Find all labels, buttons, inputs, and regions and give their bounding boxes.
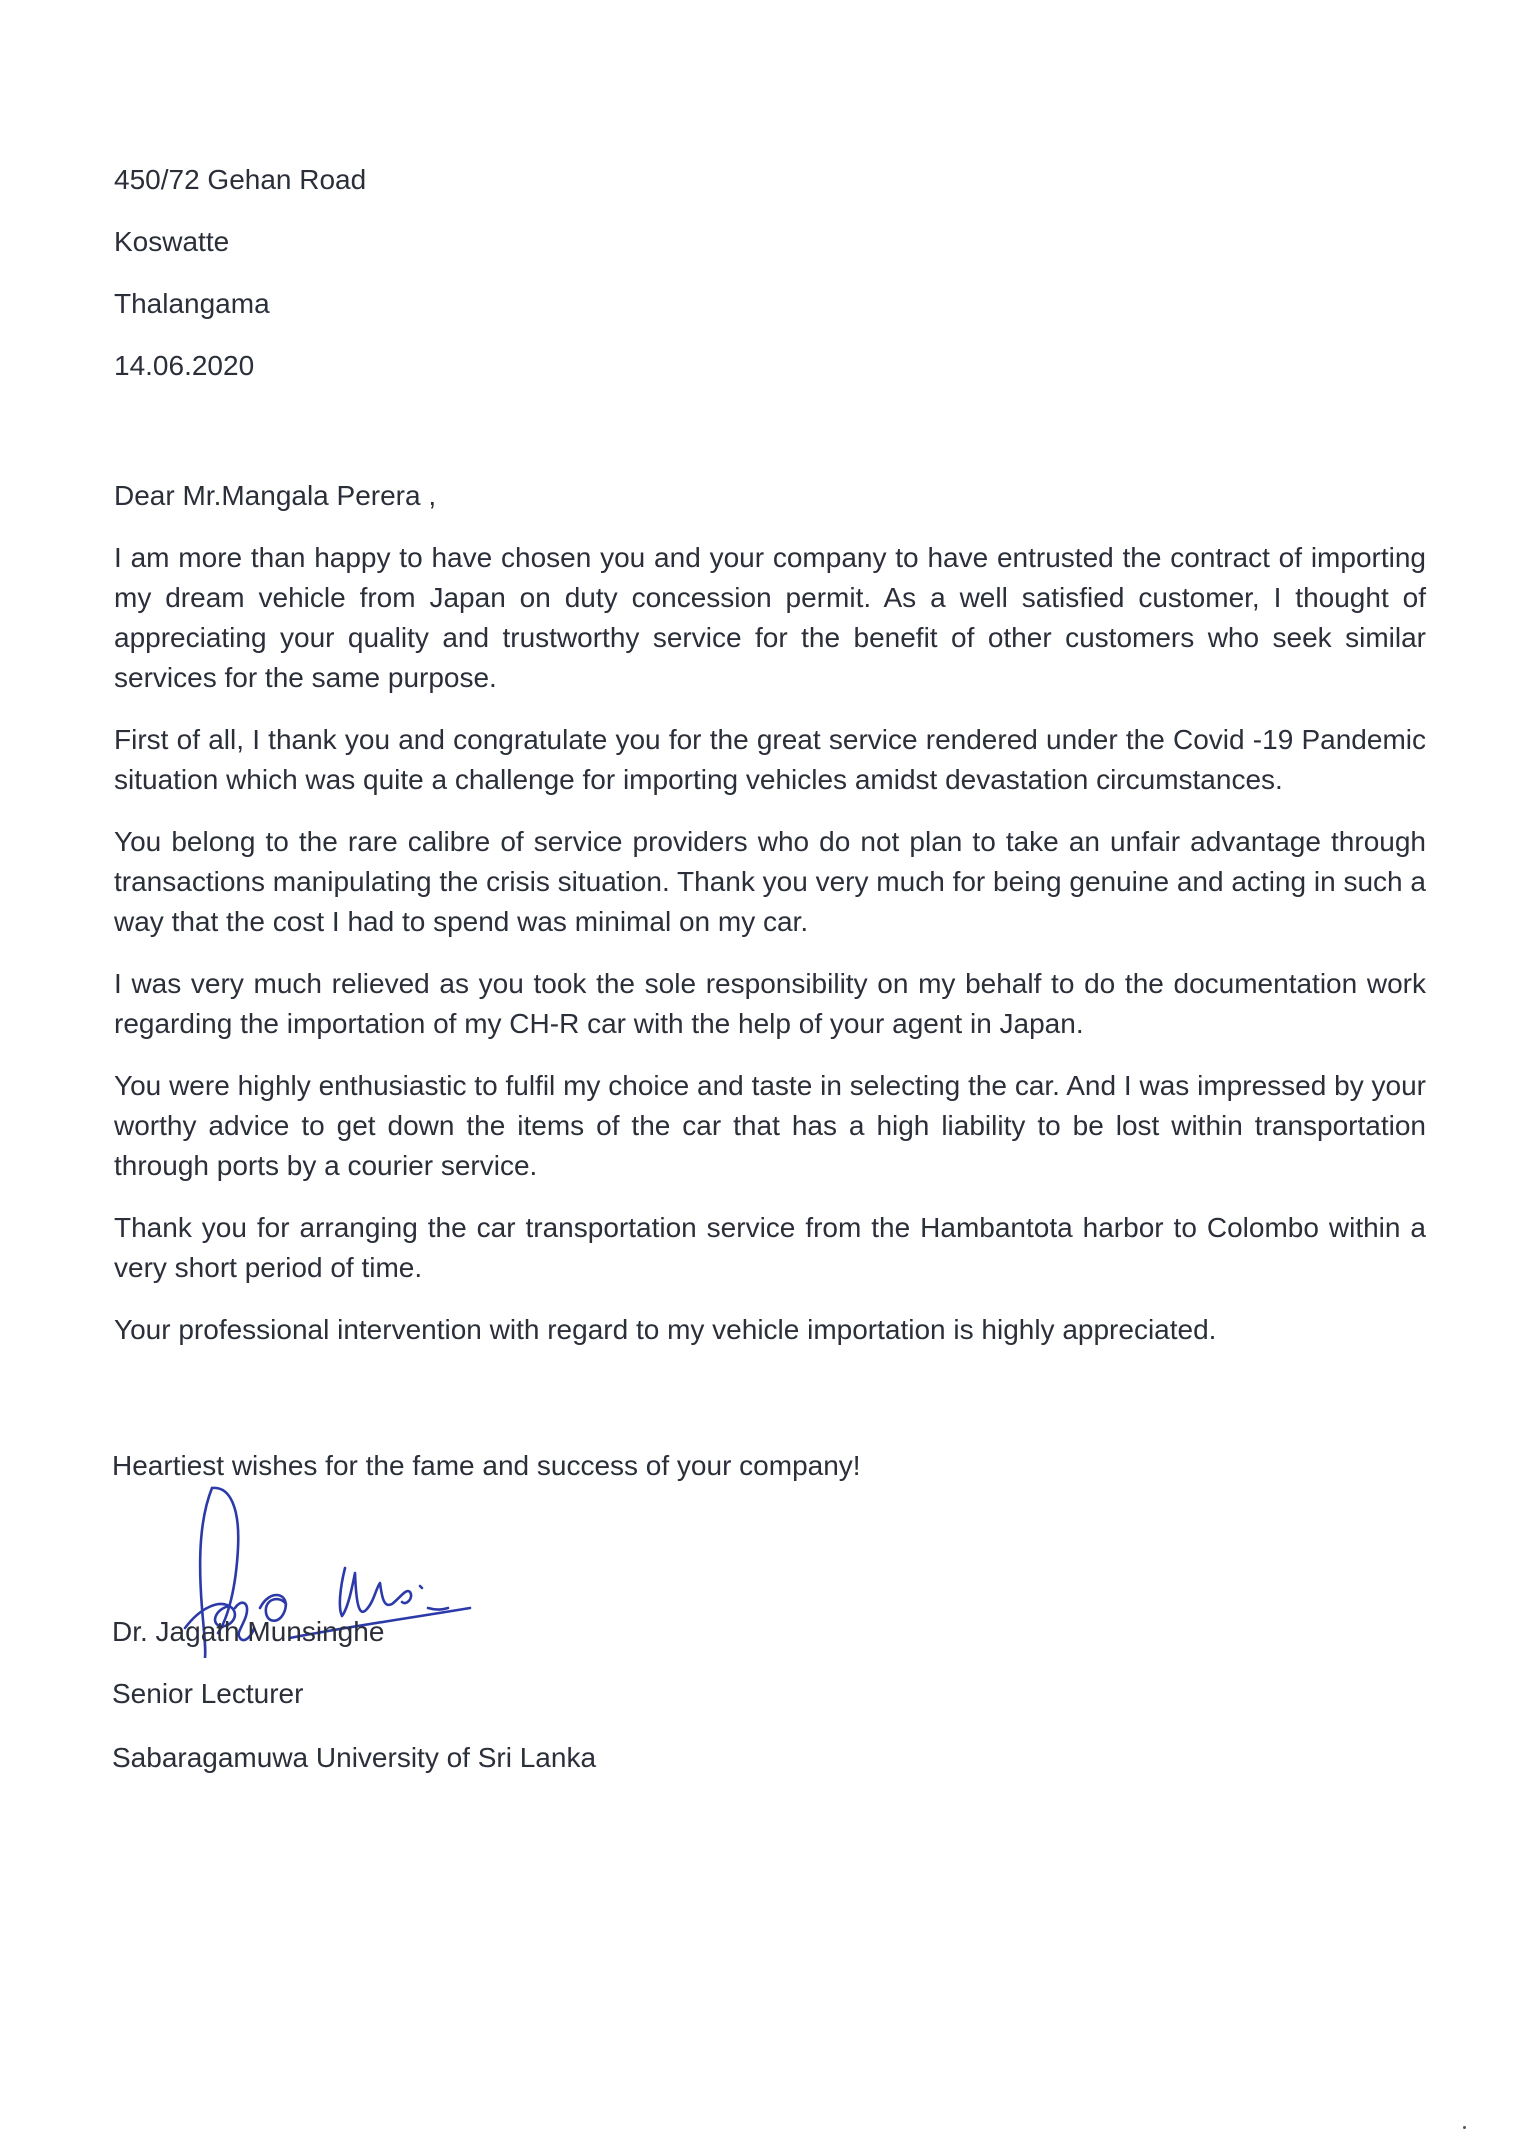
paragraph-4: I was very much relieved as you took the sole responsibility on my behalf to do the documentation work regarding the importation of my CH-R car with the help of your agent in Japan. [114, 968, 1426, 1039]
paragraph-7: Your professional intervention with regard to my vehicle importation is highly appreciated. [114, 1314, 1217, 1345]
address-line-city: Thalangama [114, 288, 270, 319]
scan-speck [1463, 2126, 1466, 2129]
signatory-title: Senior Lecturer [112, 1678, 304, 1709]
paragraph-5: You were highly enthusiastic to fulfil my choice and taste in selecting the car. And I was impressed by your worthy advice to get down the items of the car that has a high liability to be lost within transportation through ports by a courier service. [114, 1070, 1426, 1181]
letter-date: 14.06.2020 [114, 350, 255, 381]
closing-line: Heartiest wishes for the fame and success of your company! [112, 1450, 861, 1481]
address-line-area: Koswatte [114, 226, 230, 257]
signatory-name: Dr. Jagath Munsinghe [112, 1616, 385, 1647]
paragraph-2: First of all, I thank you and congratulate you for the great service rendered under the Covid -19 Pandemic situation which was quite a challenge for importing vehicles amidst devastation circumstances. [114, 724, 1426, 795]
salutation: Dear Mr.Mangala Perera , [114, 480, 437, 511]
paragraph-6: Thank you for arranging the car transportation service from the Hambantota harbor to Colombo within a very short period of time. [114, 1212, 1426, 1283]
signatory-institution: Sabaragamuwa University of Sri Lanka [112, 1742, 597, 1773]
address-line-street: 450/72 Gehan Road [114, 164, 367, 195]
paragraph-3: You belong to the rare calibre of service providers who do not plan to take an unfair advantage through transactions manipulating the crisis situation. Thank you very much for being genuine and acting in such a way that the cost I had to spend was minimal on my car. [114, 826, 1426, 937]
paragraph-1: I am more than happy to have chosen you and your company to have entrusted the contract of importing my dream vehicle from Japan on duty concession permit. As a well satisfied customer, I thought of appreciating your quality and trustworthy service for the benefit of other customers who seek similar services for the same purpose. [114, 542, 1426, 693]
